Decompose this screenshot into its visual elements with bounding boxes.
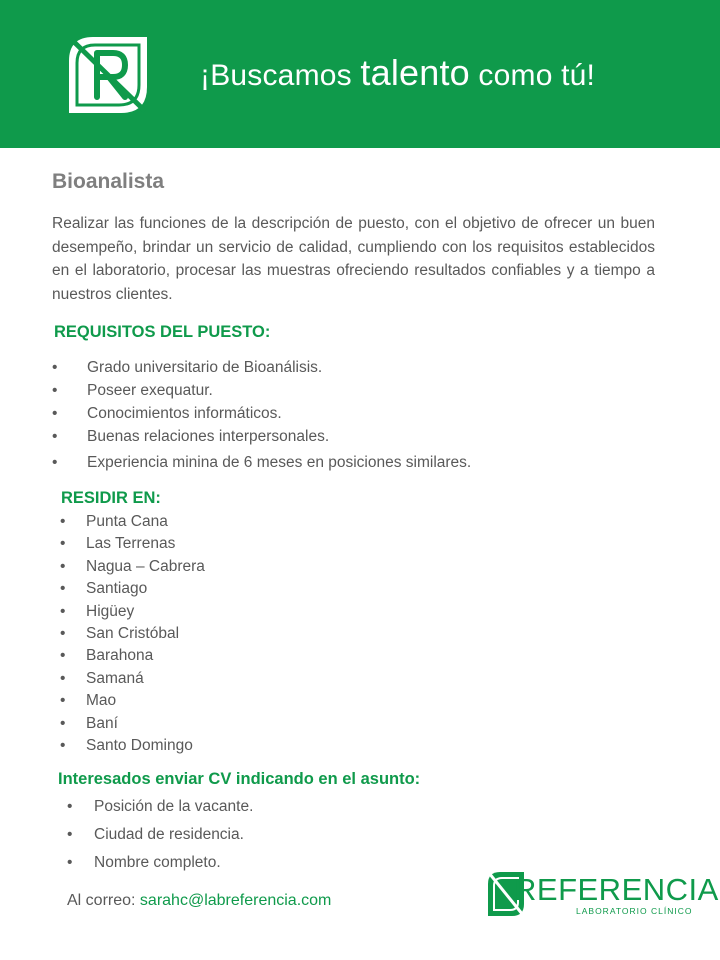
list-item: • Baní <box>60 714 118 732</box>
referencia-r-logo-icon <box>63 31 153 119</box>
list-item: • Buenas relaciones interpersonales. <box>52 428 330 445</box>
list-item: • Poseer exequatur. <box>52 382 213 399</box>
headline-emphasis: talento <box>360 52 470 93</box>
list-item: • Barahona <box>60 647 154 665</box>
list-item: • Punta Cana <box>60 513 168 530</box>
list-item: • Mao <box>60 692 117 710</box>
residence-list <box>60 513 205 759</box>
brand-logo <box>486 868 719 922</box>
job-title: Bioanalista <box>52 170 165 193</box>
list-item: • Higüey <box>60 602 135 620</box>
list-item: • Posición de la vacante. <box>67 798 254 815</box>
email-label: Al correo: <box>67 892 140 909</box>
email-link[interactable]: sarahc@labreferencia.com <box>139 892 332 909</box>
apply-heading: Interesados enviar CV indicando en el asunto: <box>58 770 421 788</box>
list-item: • Samaná <box>60 669 144 687</box>
requirements-heading: REQUISITOS DEL PUESTO: <box>54 323 271 341</box>
residence-heading: RESIDIR EN: <box>61 489 161 507</box>
headline: ¡Buscamos talento como tú! <box>200 52 596 93</box>
brand-name: REFERENCIA <box>514 872 719 907</box>
list-item: • Santo Domingo <box>60 736 193 754</box>
brand-subtitle: LABORATORIO CLÍNICO <box>576 906 693 916</box>
header-banner <box>0 0 720 148</box>
list-item: • Grado universitario de Bioanálisis. <box>52 359 323 376</box>
email-line <box>67 892 331 910</box>
list-item: • Las Terrenas <box>60 535 176 553</box>
list-item: • Conocimientos informáticos. <box>52 405 282 422</box>
list-item: • Nombre completo. <box>67 854 221 871</box>
list-item: • Santiago <box>60 580 148 598</box>
list-item: • San Cristóbal <box>60 624 180 642</box>
job-description: Realizar las funciones de la descripción de puesto, con el objetivo de ofrecer un buen desempeño, brindar un servicio de calidad, cumpliendo con los requisitos establecidos en el laboratorio, procesar las muestras ofreciendo resultados confiables y a tiempo a nuestros clientes. <box>52 215 655 303</box>
requirements-list <box>52 359 471 477</box>
apply-list <box>67 798 253 882</box>
list-item: • Nagua – Cabrera <box>60 557 205 575</box>
list-item: • Experiencia minina de 6 meses en posiciones similares. <box>52 454 472 471</box>
list-item: • Ciudad de residencia. <box>67 826 244 843</box>
